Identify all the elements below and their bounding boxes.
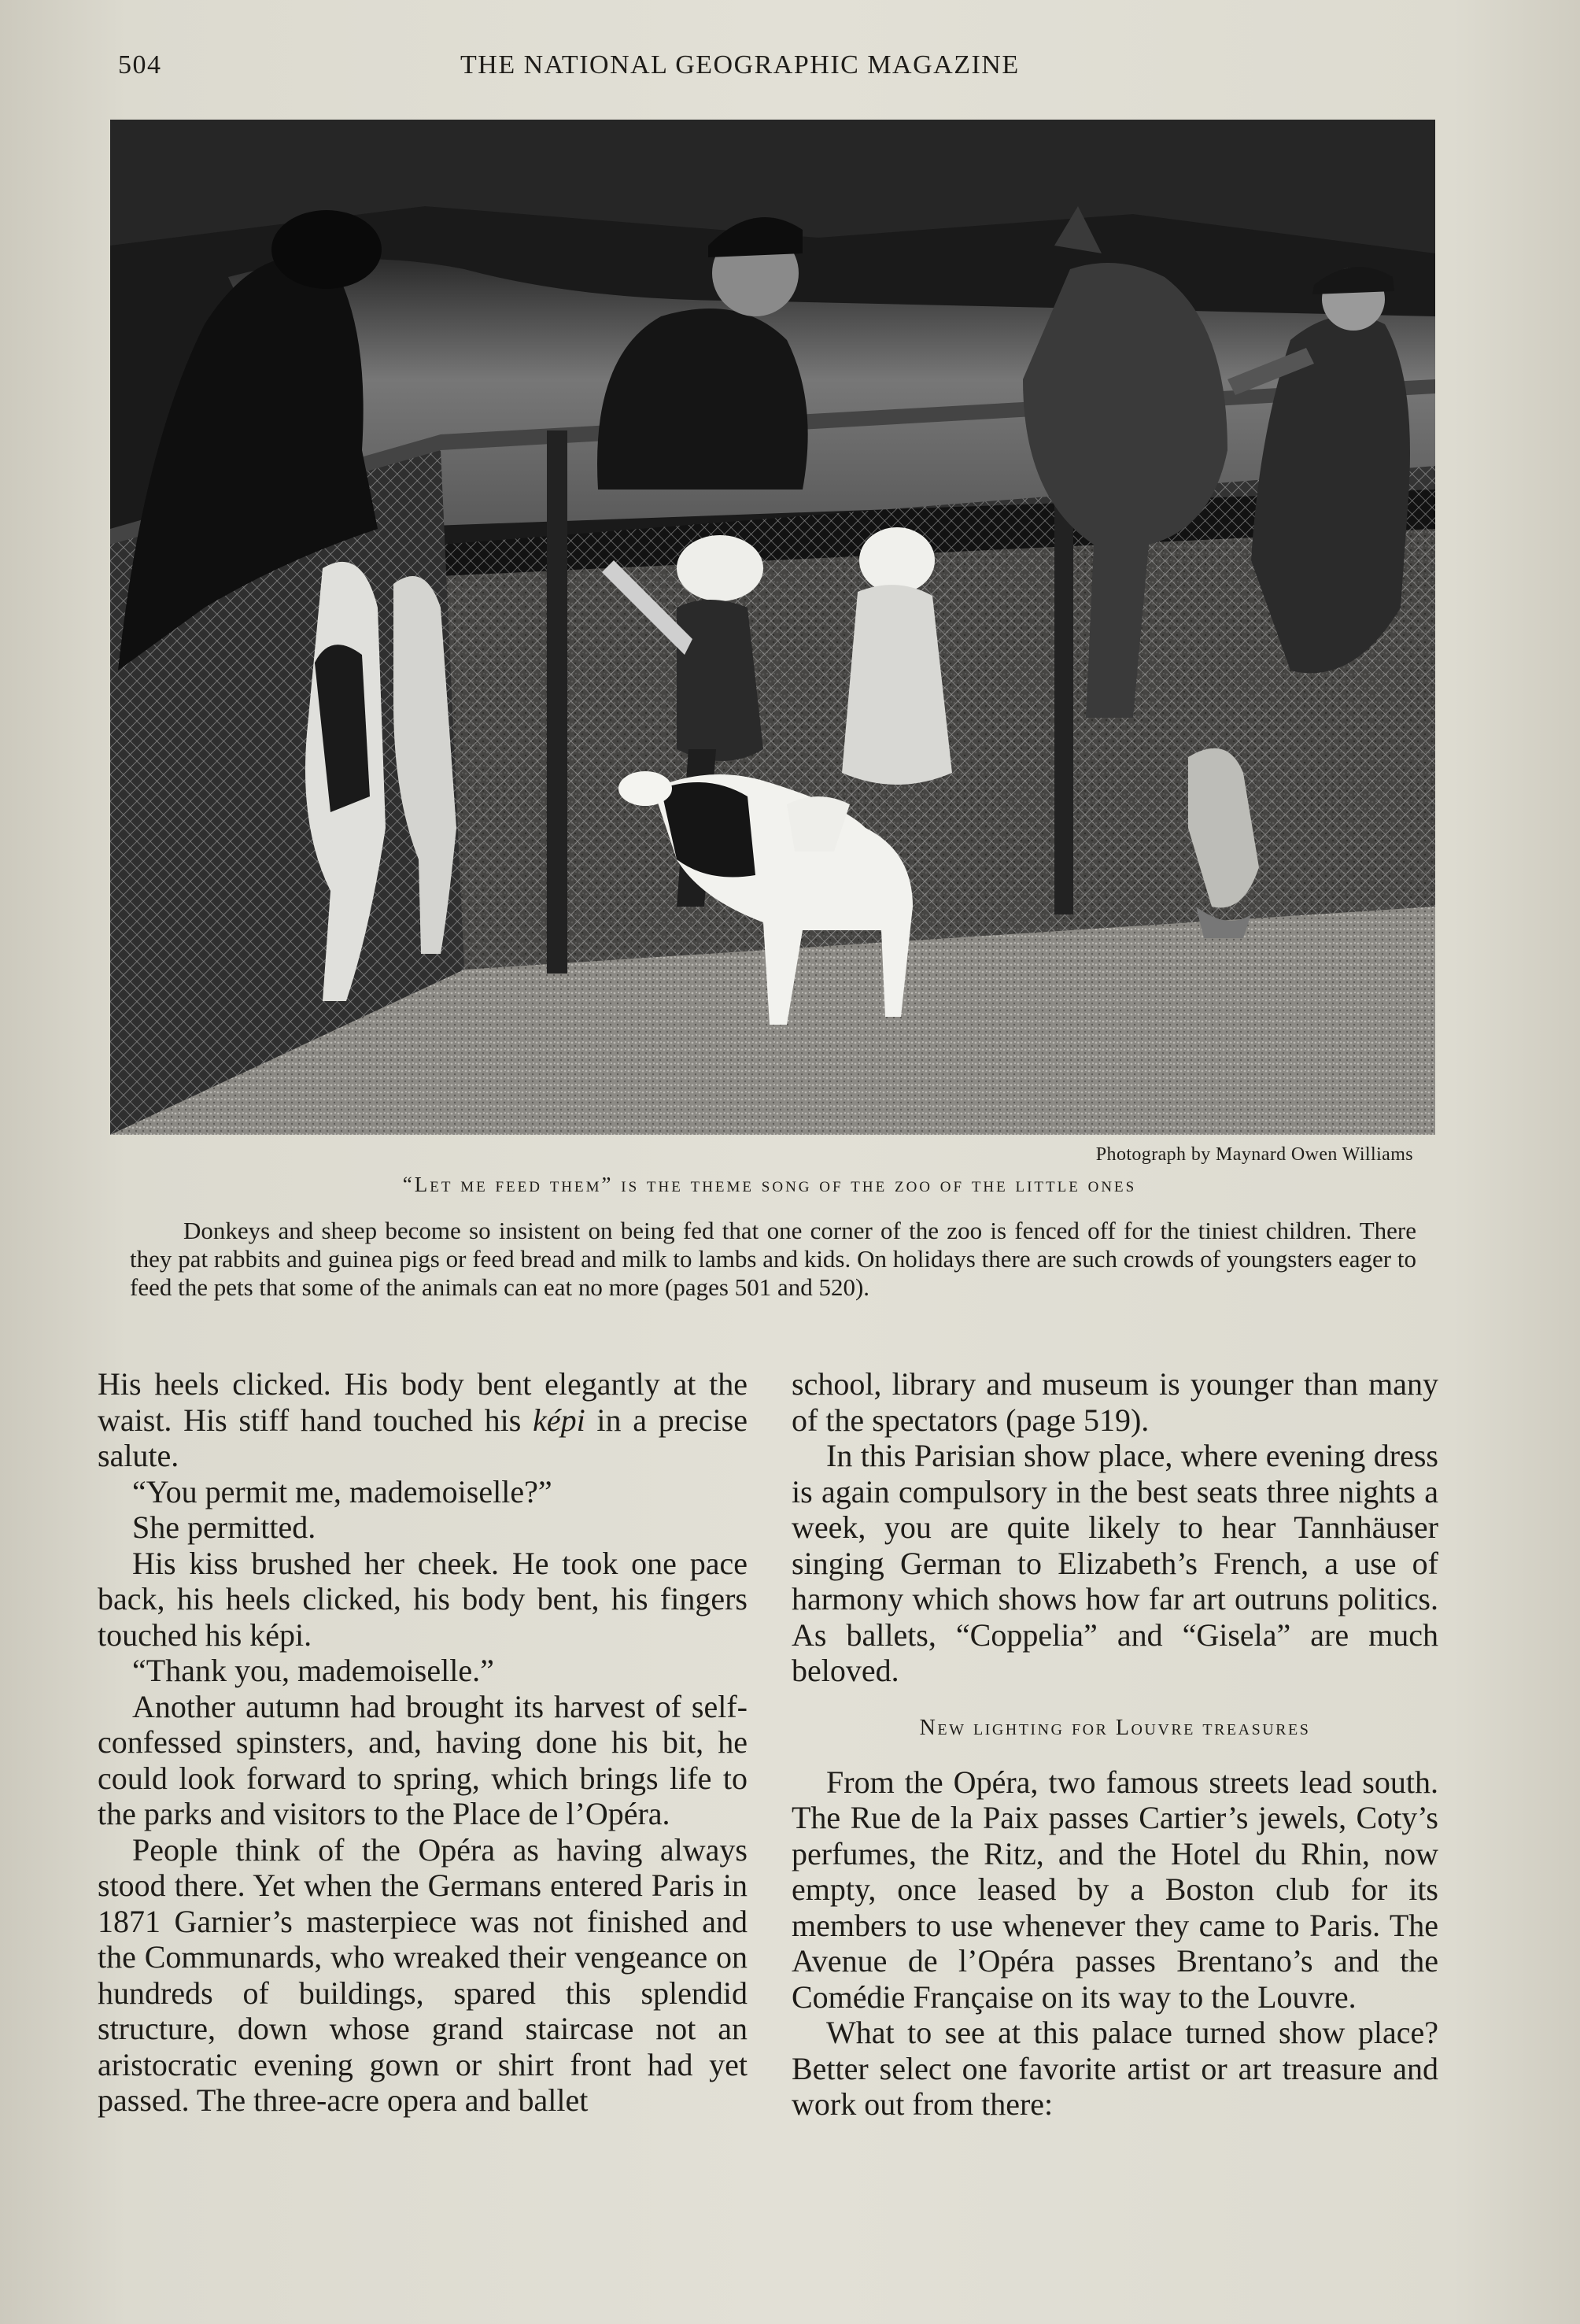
caption-text: Donkeys and sheep become so insistent on being fed that one corner of the zoo is fenced off for the tiniest children. There they pat rabbits and guinea pigs or feed bread and milk to lambs and kids. On holidays there are such crowds of youngsters eager to feed the pets that some of the animals can eat no more (pages 501 and 520). xyxy=(130,1217,1416,1301)
photo-credit: Photograph by Maynard Owen Williams xyxy=(1095,1144,1413,1165)
right-column xyxy=(792,1366,1438,2123)
text-run: His heels clicked. His body bent elegantly at the waist. His stiff hand touched his xyxy=(98,1366,748,1438)
zoo-photograph xyxy=(110,120,1435,1135)
paragraph: People think of the Opéra as having always stood there. Yet when the Germans entered Paris in 1871 Garnier’s masterpiece was not finished and the Communards, who wreaked their vengeance on hundreds of buildings, spared this splendid structure, down whose grand staircase not an aristocratic evening gown or shirt front had yet passed. The three-acre opera and ballet xyxy=(98,1831,748,2118)
left-column xyxy=(98,1366,748,2119)
text-run: in a precise salute. xyxy=(98,1402,748,1473)
paragraph: “Thank you, mademoiselle.” xyxy=(132,1653,494,1688)
magazine-title: THE NATIONAL GEOGRAPHIC MAGAZINE xyxy=(460,50,1020,79)
paragraph: In this Parisian show place, where evening dress is again compulsory in the best seats three nights a week, you are quite likely to hear Tannhäuser singing German to Elizabeth’s French, a use of harmony which shows how far art outruns politics. As ballets, “Coppelia” and “Gisela” are much beloved. xyxy=(792,1438,1438,1688)
paragraph: She permitted. xyxy=(132,1509,316,1545)
paragraph: “You permit me, mademoiselle?” xyxy=(132,1473,552,1509)
italic-term: képi xyxy=(533,1402,585,1438)
paragraph: Another autumn had brought its harvest of self-confessed spinsters, and, having done his bit, he could look forward to spring, which brings life to the parks and visitors to the Place de l’Opéra. xyxy=(98,1688,748,1831)
running-head xyxy=(118,50,1471,90)
paragraph: school, library and museum is younger than many of the spectators (page 519). xyxy=(792,1366,1438,1438)
section-subhead: New lighting for Louvre treasures xyxy=(919,1715,1311,1740)
paragraph: What to see at this palace turned show place? Better select one favorite artist or art treasure and work out from there: xyxy=(792,2015,1438,2122)
paragraph xyxy=(98,1366,748,1474)
paragraph: From the Opéra, two famous streets lead south. The Rue de la Paix passes Cartier’s jewels, Coty’s perfumes, the Ritz, and the Hotel du Rhin, now empty, once leased by a Boston club for its members to use whenever they came to Paris. The Avenue de l’Opéra passes Brentano’s and the Comédie Française on its way to the Louvre. xyxy=(792,1764,1438,2015)
page-number: 504 xyxy=(118,50,162,79)
paragraph: His kiss brushed her cheek. He took one pace back, his heels clicked, his body bent, his fingers touched his képi. xyxy=(98,1545,748,1653)
caption-headline: “Let me feed them” is the theme song of the zoo of the little ones xyxy=(402,1173,1137,1196)
